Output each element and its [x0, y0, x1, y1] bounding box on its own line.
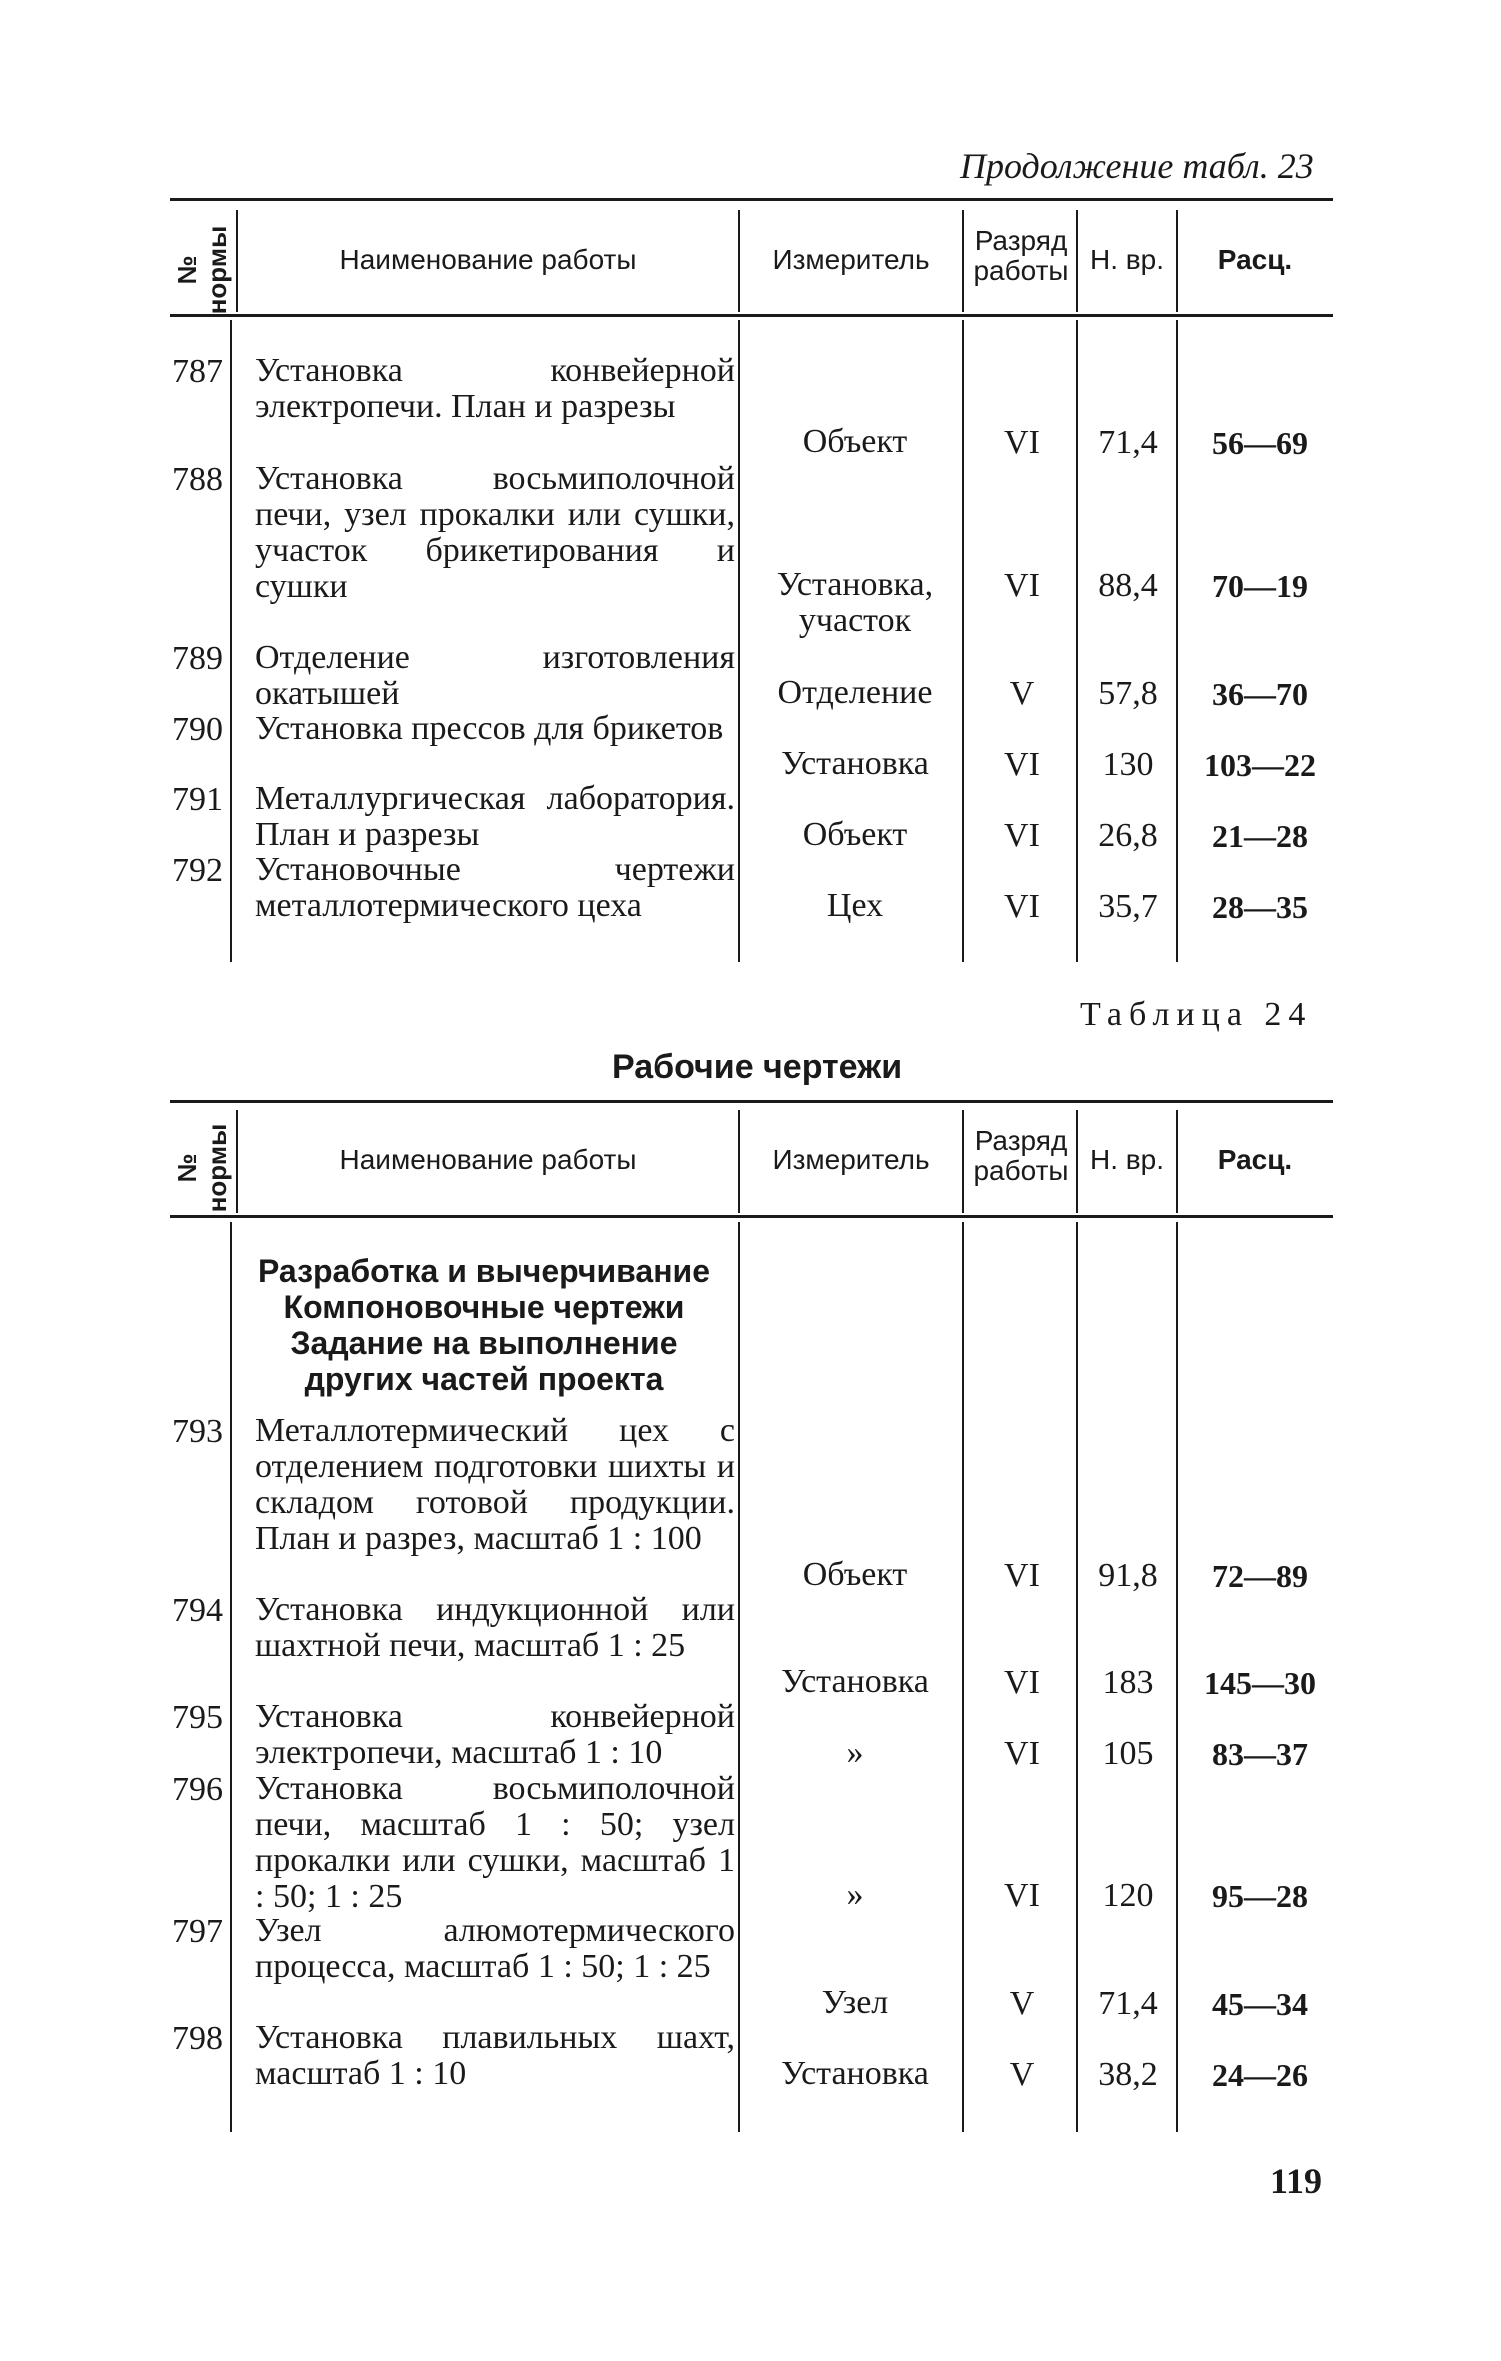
col-divider: [1176, 1110, 1178, 1213]
header-hours: Н. вр.: [1089, 1144, 1164, 1175]
row-measure: Установка: [781, 745, 929, 782]
header-num-label: № нормы: [172, 1123, 232, 1213]
table-label: Таблица 24: [1080, 996, 1313, 1033]
row-grade: VI: [1004, 888, 1040, 925]
row-grade: VI: [1004, 567, 1040, 604]
row-hours: 71,4: [1098, 424, 1158, 461]
row-hours: 88,4: [1098, 567, 1158, 604]
row-price: 145—30: [1204, 1665, 1316, 1701]
col-divider: [738, 320, 740, 962]
col-divider: [236, 1110, 238, 1213]
row-name: Установка плавильных шахт, масштаб 1 : 10: [255, 2019, 735, 2092]
row-grade: VI: [1004, 746, 1040, 783]
row-measure: Объект: [802, 423, 908, 460]
col-divider: [1076, 320, 1078, 962]
row-hours: 35,7: [1098, 888, 1158, 925]
row-price: 56—69: [1212, 425, 1308, 461]
header-bottom-rule: [170, 1215, 1333, 1218]
row-hours: 57,8: [1098, 675, 1158, 712]
section-heading: Разработка и вычерчивание Компоновочные чертежи Задание на выполнение других частей проекта: [257, 1253, 711, 1397]
col-divider: [738, 1110, 740, 1213]
row-grade: VI: [1004, 1735, 1040, 1772]
row-grade: VI: [1004, 1664, 1040, 1701]
row-name: Металлургическая лаборатория. План и разрезы: [255, 780, 735, 853]
row-hours: 71,4: [1098, 1985, 1158, 2022]
header-measure: Измеритель: [772, 244, 930, 275]
header-price: Расц.: [1217, 1144, 1293, 1175]
col-divider: [962, 1110, 964, 1213]
table-title: Рабочие чертежи: [612, 1048, 903, 1086]
row-hours: 91,8: [1098, 1557, 1158, 1594]
row-measure: Установка, участок: [776, 566, 934, 639]
row-num: 793: [172, 1413, 223, 1450]
table-top-rule: [170, 1100, 1333, 1103]
row-name: Отделение изготовления окатышей: [255, 639, 735, 712]
row-num: 792: [172, 852, 223, 889]
row-num: 796: [172, 1771, 223, 1808]
col-divider: [1176, 210, 1178, 312]
row-hours: 120: [1102, 1877, 1154, 1914]
row-grade: VI: [1004, 817, 1040, 854]
col-divider: [962, 320, 964, 962]
page-number: 119: [1270, 2161, 1323, 2201]
row-name: Установка индукционной или шахтной печи, масштаб 1 : 25: [255, 1591, 735, 1664]
row-grade: VI: [1004, 1877, 1040, 1914]
row-measure: Узел: [821, 1984, 889, 2021]
row-num: 788: [172, 461, 223, 498]
row-name: Узел алюмотермического процесса, масштаб 1 : 50; 1 : 25: [255, 1912, 735, 1985]
col-divider: [230, 320, 232, 962]
header-grade: Разряд работы: [973, 1125, 1069, 1186]
header-hours: Н. вр.: [1089, 244, 1164, 275]
row-grade: VI: [1004, 1557, 1040, 1594]
row-measure: Цех: [826, 887, 884, 924]
row-num: 795: [172, 1699, 223, 1736]
row-measure: Установка: [781, 1663, 929, 1700]
row-num: 794: [172, 1592, 223, 1629]
row-num: 797: [172, 1913, 223, 1950]
table-top-rule: [170, 198, 1333, 201]
row-hours: 183: [1102, 1664, 1154, 1701]
row-num: 790: [172, 711, 223, 748]
row-name: Установка прессов для брикетов: [255, 710, 724, 747]
row-measure: »: [846, 1734, 864, 1771]
row-grade: V: [1009, 1985, 1035, 2022]
header-grade: Разряд работы: [973, 225, 1069, 286]
row-name: Установка восьмиполочной печи, масштаб 1 : 50; узел прокалки или сушки, масштаб 1 : 50; 1 : 25: [255, 1770, 735, 1915]
row-measure: Отделение: [777, 674, 933, 711]
header-num: [172, 220, 232, 320]
header-measure: Измеритель: [772, 1144, 930, 1175]
col-divider: [962, 210, 964, 312]
row-name: Установочные чертежи металлотермического цеха: [255, 851, 735, 924]
header-num-label: № нормы: [172, 225, 232, 315]
row-name: Установка восьмиполочной печи, узел прокалки или сушки, участок брикетирования и сушки: [255, 460, 735, 605]
header-price: Расц.: [1217, 244, 1293, 275]
row-num: 791: [172, 781, 223, 818]
col-divider: [1176, 320, 1178, 962]
row-price: 28—35: [1212, 889, 1308, 925]
col-divider: [236, 210, 238, 312]
row-price: 72—89: [1212, 1558, 1308, 1594]
row-price: 83—37: [1212, 1736, 1308, 1772]
row-name: Металлотермический цех с отделением подготовки шихты и складом готовой продукции. План и разрез, масштаб 1 : 100: [255, 1412, 735, 1557]
row-num: 789: [172, 640, 223, 677]
row-num: 798: [172, 2020, 223, 2057]
row-measure: Объект: [802, 816, 908, 853]
row-price: 103—22: [1204, 747, 1316, 783]
row-price: 95—28: [1212, 1878, 1308, 1914]
header-bottom-rule: [170, 314, 1333, 317]
row-grade: VI: [1004, 424, 1040, 461]
col-divider: [230, 1222, 232, 2132]
row-name: Установка конвейерной электропечи, масштаб 1 : 10: [255, 1698, 735, 1771]
row-hours: 26,8: [1098, 817, 1158, 854]
header-name: Наименование работы: [339, 244, 637, 275]
col-divider: [738, 210, 740, 312]
row-measure: Объект: [802, 1556, 908, 1593]
row-grade: V: [1009, 675, 1035, 712]
header-num: [172, 1118, 232, 1218]
row-price: 45—34: [1212, 1986, 1308, 2022]
row-price: 21—28: [1212, 818, 1308, 854]
row-price: 24—26: [1212, 2057, 1308, 2093]
col-divider: [738, 1222, 740, 2132]
row-hours: 130: [1102, 746, 1154, 783]
row-hours: 105: [1102, 1735, 1154, 1772]
header-name: Наименование работы: [339, 1144, 637, 1175]
row-price: 36—70: [1212, 676, 1308, 712]
row-name: Установка конвейерной электропечи. План и разрезы: [255, 352, 735, 425]
row-measure: Установка: [781, 2055, 929, 2092]
row-measure: »: [846, 1876, 864, 1913]
row-num: 787: [172, 353, 223, 390]
table-continuation-caption: Продолжение табл. 23: [960, 146, 1314, 186]
row-grade: V: [1009, 2056, 1035, 2093]
row-hours: 38,2: [1098, 2056, 1158, 2093]
row-price: 70—19: [1212, 568, 1308, 604]
